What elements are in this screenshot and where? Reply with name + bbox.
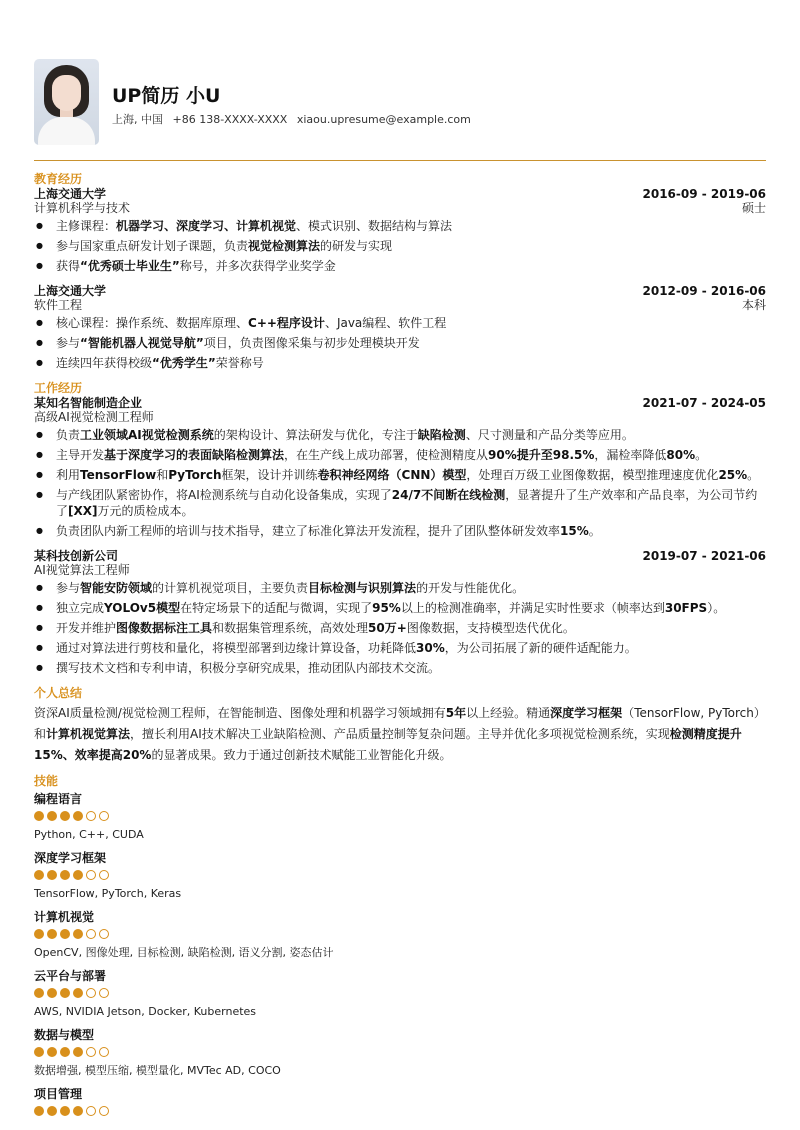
empty-dot-icon <box>86 1047 96 1057</box>
bold-text: 基于深度学习的表面缺陷检测算法 <box>104 448 285 462</box>
bullet-list <box>34 427 766 539</box>
email[interactable]: xiaou.upresume@example.com <box>296 113 471 126</box>
date-range: 2019-07 - 2021-06 <box>642 549 766 563</box>
filled-dot-icon <box>73 1106 83 1116</box>
skill-level-dots <box>34 1106 766 1116</box>
skill-level-dots <box>34 811 766 821</box>
date-range: 2012-09 - 2016-06 <box>642 284 766 298</box>
bullet-item <box>56 467 766 483</box>
entry-header-row <box>34 187 766 201</box>
education-list <box>34 187 766 371</box>
text-run: 主导开发 <box>56 448 105 462</box>
text-run: 通过对算法进行剪枝和量化，将模型部署到边缘计算设备，功耗降低 <box>56 641 417 655</box>
bold-text: 50万+ <box>368 621 407 635</box>
text-run: 参与国家重点研发计划子课题，负责 <box>56 239 249 253</box>
education-section-title: 教育经历 <box>34 172 83 186</box>
resume-content <box>34 172 766 1123</box>
bold-text: “优秀学生” <box>152 356 216 370</box>
skill-level-dots <box>34 929 766 939</box>
filled-dot-icon <box>47 1106 57 1116</box>
text-run: 与产线团队紧密协作，将AI检测系统与自动化设备集成，实现了 <box>56 488 392 502</box>
bold-text: 卷积神经网络（CNN）模型 <box>317 468 467 482</box>
bold-text: 95% <box>372 601 401 615</box>
text-run: 参与 <box>56 336 81 350</box>
entry-header-row <box>34 284 766 298</box>
filled-dot-icon <box>47 811 57 821</box>
filled-dot-icon <box>60 811 70 821</box>
bold-text: YOLOv5模型 <box>104 601 181 615</box>
text-run: 负责团队内新工程师的培训与技术指导，建立了标准化算法开发流程，提升了团队整体研发效率 <box>56 524 561 538</box>
empty-dot-icon <box>99 988 109 998</box>
text-run: 获得 <box>56 259 81 273</box>
text-run: 连续四年获得校级 <box>56 356 153 370</box>
bold-text: 智能安防领域 <box>80 581 153 595</box>
work-section-title: 工作经历 <box>34 381 83 395</box>
bullet-item <box>56 487 766 519</box>
text-run: 和数据集管理系统，高效处理 <box>212 621 369 635</box>
text-run: ，擅长利用AI技术解决工业缺陷检测、产品质量控制等复杂问题。主导并优化多项视觉检测系统，实现 <box>130 727 670 741</box>
text-run: 以上的检测准确率，并满足实时性要求（帧率达到 <box>400 601 665 615</box>
text-run: 的研发与实现 <box>320 239 393 253</box>
empty-dot-icon <box>99 929 109 939</box>
bold-text: 25% <box>718 468 748 482</box>
text-run: 利用 <box>56 468 81 482</box>
skill-description: TensorFlow, PyTorch, Keras <box>34 887 182 900</box>
skill-name: 深度学习框架 <box>34 851 107 865</box>
text-run: ，为公司拓展了新的硬件适配能力。 <box>444 641 637 655</box>
text-run: 、模式识别、数据结构与算法 <box>296 219 453 233</box>
date-range: 2016-09 - 2019-06 <box>642 187 766 201</box>
filled-dot-icon <box>60 1106 70 1116</box>
text-run: 负责 <box>56 428 81 442</box>
bold-text: PyTorch <box>168 468 222 482</box>
bullet-item <box>56 315 766 331</box>
filled-dot-icon <box>60 929 70 939</box>
school-name: 上海交通大学 <box>34 284 107 298</box>
text-run: 项目，负责图像采集与初步处理模块开发 <box>203 336 420 350</box>
filled-dot-icon <box>73 811 83 821</box>
text-run: 的架构设计、算法研发与优化，专注于 <box>213 428 418 442</box>
bullet-item <box>56 335 766 351</box>
text-run: 独立完成 <box>56 601 105 615</box>
bullet-list <box>34 580 766 676</box>
text-run: 框架，设计并训练 <box>221 468 318 482</box>
skill-description: AWS, NVIDIA Jetson, Docker, Kubernetes <box>34 1005 257 1018</box>
skill-description: OpenCV, 图像处理, 目标检测, 缺陷检测, 语义分割, 姿态估计 <box>34 946 334 959</box>
skills-list <box>34 791 766 1116</box>
filled-dot-icon <box>47 1047 57 1057</box>
bold-text: 30% <box>416 641 445 655</box>
bullet-item <box>56 523 766 539</box>
job-role: AI视觉算法工程师 <box>34 563 130 577</box>
bold-text: 计算机视觉算法 <box>46 727 131 741</box>
bullet-item <box>56 258 766 274</box>
text-run: ，漏检率降低 <box>594 448 667 462</box>
text-run: 的计算机视觉项目，主要负责 <box>152 581 309 595</box>
bold-text: 机器学习、深度学习、计算机视觉 <box>116 219 297 233</box>
text-run: 的显著成果。致力于通过创新技术赋能工业智能化升级。 <box>151 748 452 762</box>
bullet-item <box>56 218 766 234</box>
filled-dot-icon <box>34 1106 44 1116</box>
filled-dot-icon <box>34 988 44 998</box>
work-entry <box>34 549 766 676</box>
entry-sub-row <box>34 563 766 577</box>
text-run: 以上经验。精通 <box>466 706 551 720</box>
education-entry <box>34 187 766 274</box>
empty-dot-icon <box>99 870 109 880</box>
bold-text: 检测精度提升15%、效率提高20% <box>34 727 742 762</box>
filled-dot-icon <box>73 988 83 998</box>
skill-name: 云平台与部署 <box>34 969 107 983</box>
text-run: 主修课程： <box>56 219 117 233</box>
skills-section-title: 技能 <box>34 774 59 788</box>
date-range: 2021-07 - 2024-05 <box>642 396 766 410</box>
bullet-item <box>56 660 766 676</box>
bold-text: [XX] <box>68 504 98 518</box>
bold-text: TensorFlow <box>80 468 157 482</box>
company-name: 某科技创新公司 <box>34 549 119 563</box>
empty-dot-icon <box>86 988 96 998</box>
bold-text: 30FPS <box>664 601 708 615</box>
filled-dot-icon <box>34 870 44 880</box>
work-entry <box>34 396 766 539</box>
text-run: 。 <box>747 468 760 482</box>
bullet-item <box>56 355 766 371</box>
entry-sub-row <box>34 298 766 312</box>
phone: +86 138-XXXX-XXXX <box>172 113 288 126</box>
summary-text <box>34 703 766 766</box>
empty-dot-icon <box>99 811 109 821</box>
empty-dot-icon <box>86 1106 96 1116</box>
text-run: 荣誉称号 <box>215 356 264 370</box>
bold-text: 视觉检测算法 <box>248 239 321 253</box>
text-run: 资深AI质量检测/视觉检测工程师，在智能制造、图像处理和机器学习领域拥有 <box>34 706 446 720</box>
bullet-item <box>56 580 766 596</box>
empty-dot-icon <box>86 811 96 821</box>
bold-text: 深度学习框架 <box>550 706 623 720</box>
bold-text: 24/7不间断在线检测 <box>391 488 506 502</box>
summary-section-title: 个人总结 <box>34 686 83 700</box>
bold-text: C++程序设计 <box>248 316 325 330</box>
profile-photo <box>34 59 99 145</box>
filled-dot-icon <box>60 1047 70 1057</box>
entry-sub-row <box>34 410 766 424</box>
header-divider <box>34 160 766 161</box>
bold-text: “优秀硕士毕业生” <box>80 259 180 273</box>
degree: 硕士 <box>741 201 766 215</box>
bold-text: 缺陷检测 <box>417 428 466 442</box>
filled-dot-icon <box>73 870 83 880</box>
bold-text: 目标检测与识别算法 <box>308 581 417 595</box>
major: 计算机科学与技术 <box>34 201 131 215</box>
skill-level-dots <box>34 870 766 880</box>
text-run: 撰写技术文档和专利申请，积极分享研究成果，推动团队内部技术交流。 <box>56 661 441 675</box>
bullet-list <box>34 218 766 274</box>
text-run: 参与 <box>56 581 81 595</box>
text-run: 和 <box>156 468 169 482</box>
filled-dot-icon <box>73 1047 83 1057</box>
entry-header-row <box>34 396 766 410</box>
bold-text: 工业领域AI视觉检测系统 <box>80 428 214 442</box>
skill-level-dots <box>34 988 766 998</box>
text-run: 、Java编程、软件工程 <box>324 316 447 330</box>
bullet-list <box>34 315 766 371</box>
empty-dot-icon <box>99 1106 109 1116</box>
bullet-item <box>56 600 766 616</box>
text-run: 在特定场景下的适配与微调，实现了 <box>180 601 373 615</box>
company-name: 某知名智能制造企业 <box>34 396 143 410</box>
text-run: ）。 <box>707 601 726 615</box>
text-run: 核心课程：操作系统、数据库原理、 <box>56 316 249 330</box>
filled-dot-icon <box>34 1047 44 1057</box>
empty-dot-icon <box>86 929 96 939</box>
skill-name: 计算机视觉 <box>34 910 95 924</box>
text-run: 。 <box>695 448 708 462</box>
text-run: ，显著提升了生产效率和产品良率，为公司节约了 <box>56 488 758 518</box>
job-role: 高级AI视觉检测工程师 <box>34 410 154 424</box>
skill-name: 项目管理 <box>34 1087 83 1101</box>
skill-level-dots <box>34 1047 766 1057</box>
bullet-item <box>56 447 766 463</box>
bullet-item <box>56 640 766 656</box>
text-run: 的开发与性能优化。 <box>416 581 525 595</box>
candidate-name: UP简历 小U <box>112 85 221 107</box>
text-run: 开发并维护 <box>56 621 117 635</box>
text-run: （TensorFlow, PyTorch）和 <box>34 706 766 741</box>
bold-text: 90%提升至98.5% <box>488 448 595 462</box>
skill-name: 数据与模型 <box>34 1028 95 1042</box>
empty-dot-icon <box>86 870 96 880</box>
filled-dot-icon <box>73 929 83 939</box>
bold-text: 80% <box>666 448 696 462</box>
filled-dot-icon <box>60 988 70 998</box>
text-run: 称号，并多次获得学业奖学金 <box>179 259 336 273</box>
text-run: ，处理百万级工业图像数据，模型推理速度优化 <box>466 468 719 482</box>
filled-dot-icon <box>47 929 57 939</box>
work-list <box>34 396 766 676</box>
degree: 本科 <box>741 298 766 312</box>
bullet-item <box>56 620 766 636</box>
text-run: ，在生产线上成功部署，使检测精度从 <box>284 448 489 462</box>
filled-dot-icon <box>34 929 44 939</box>
empty-dot-icon <box>99 1047 109 1057</box>
text-run: 万元的质检成本。 <box>97 504 194 518</box>
bold-text: 5年 <box>445 706 467 720</box>
entry-header-row <box>34 549 766 563</box>
text-run: 图像数据，支持模型迭代优化。 <box>406 621 575 635</box>
filled-dot-icon <box>34 811 44 821</box>
text-run: 、尺寸测量和产品分类等应用。 <box>465 428 634 442</box>
filled-dot-icon <box>47 988 57 998</box>
bullet-item <box>56 238 766 254</box>
bold-text: 15% <box>560 524 589 538</box>
location: 上海, 中国 <box>112 113 163 126</box>
school-name: 上海交通大学 <box>34 187 107 201</box>
bold-text: “智能机器人视觉导航” <box>80 336 204 350</box>
skill-description: 数据增强, 模型压缩, 模型量化, MVTec AD, COCO <box>34 1064 281 1077</box>
bullet-item <box>56 427 766 443</box>
filled-dot-icon <box>47 870 57 880</box>
major: 软件工程 <box>34 298 83 312</box>
text-run: 。 <box>588 524 601 538</box>
contact-line <box>112 111 477 127</box>
skill-name: 编程语言 <box>34 792 83 806</box>
skill-description: Python, C++, CUDA <box>34 828 144 841</box>
education-entry <box>34 284 766 371</box>
filled-dot-icon <box>60 870 70 880</box>
entry-sub-row <box>34 201 766 215</box>
bold-text: 图像数据标注工具 <box>116 621 213 635</box>
